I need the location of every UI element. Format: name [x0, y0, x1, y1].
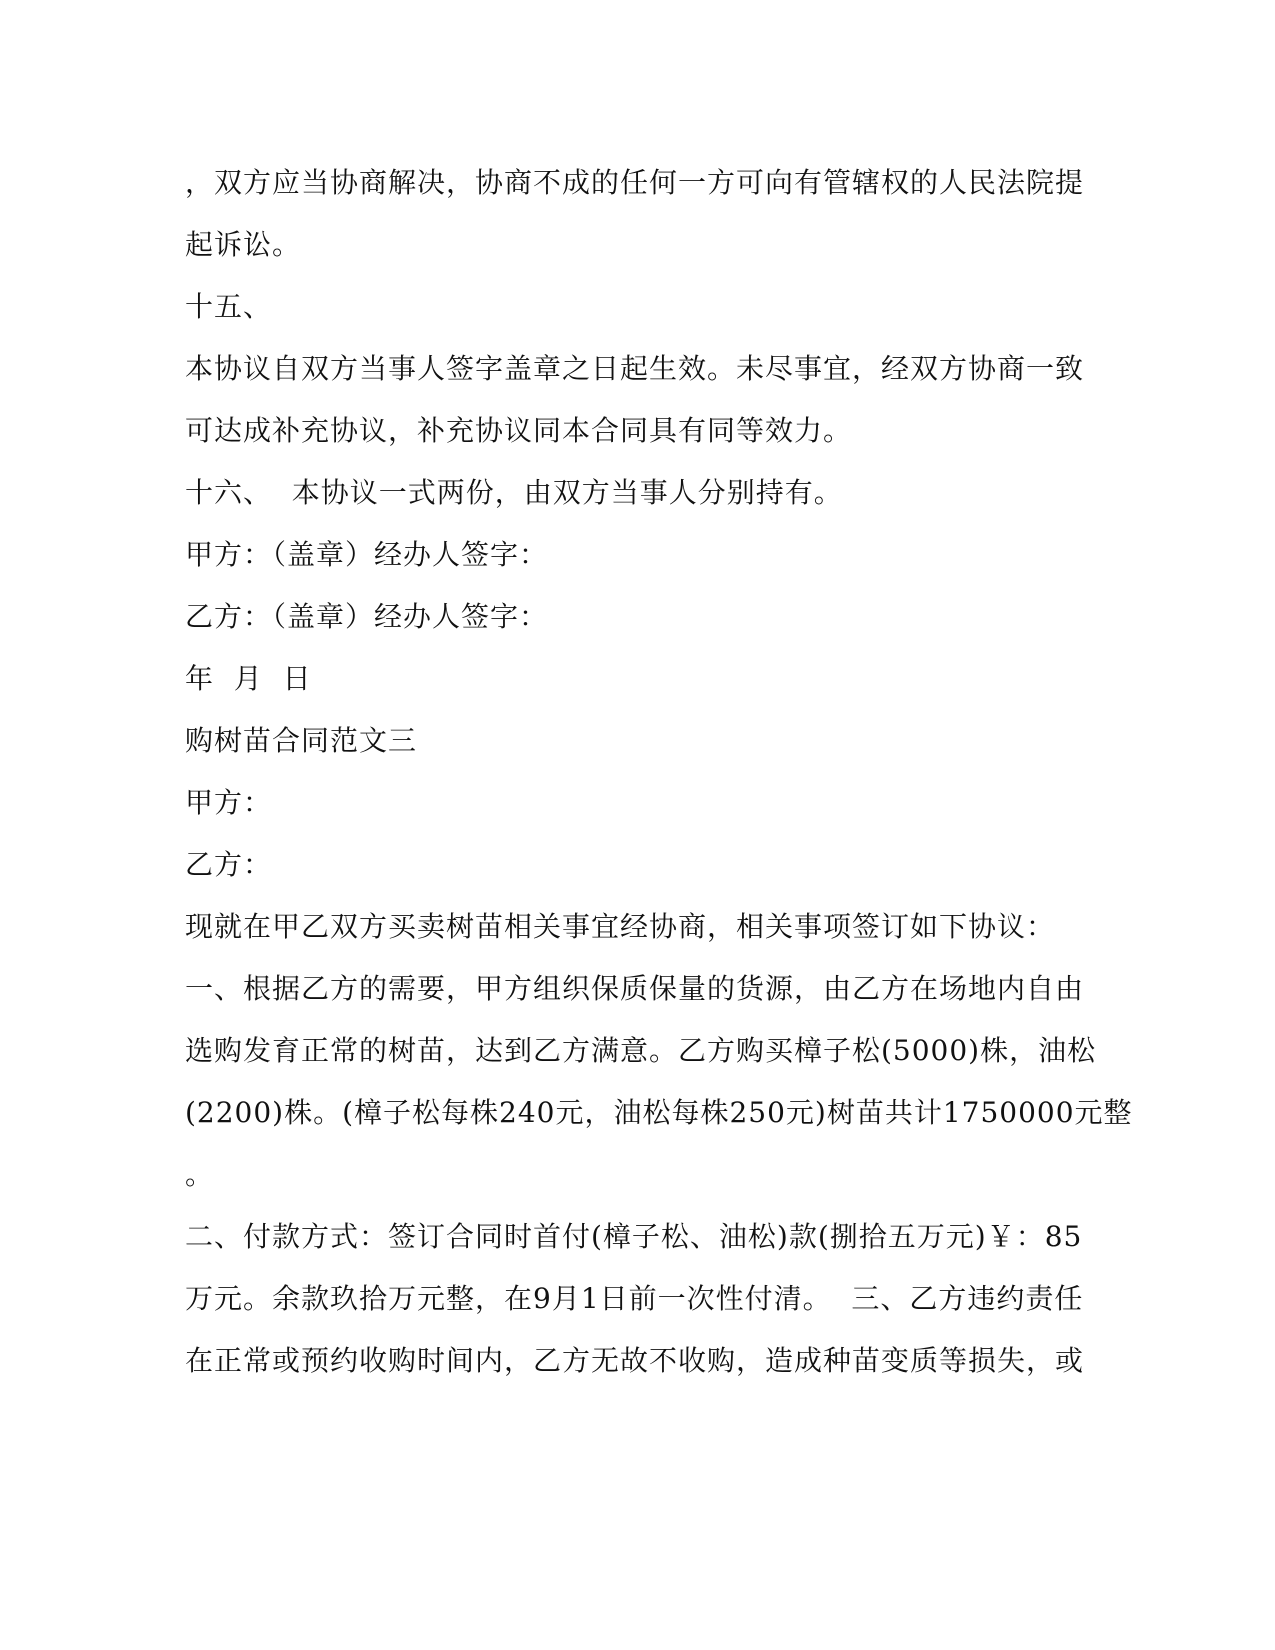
signature-line-party-a: 甲方：（盖章）经办人签字：: [185, 538, 549, 571]
text-line: 选购发育正常的树苗，达到乙方满意。乙方购买樟子松(5000)株，油松: [185, 1034, 1097, 1067]
text-line: (2200)株。(樟子松每株240元，油松每株250元)树苗共计1750000元整: [185, 1096, 1133, 1129]
text-line: 在正常或预约收购时间内，乙方无故不收购，造成种苗变质等损失，或: [185, 1344, 1085, 1377]
party-b-label: 乙方：: [185, 848, 273, 881]
section-title: 购树苗合同范文三: [185, 724, 418, 757]
date-line: 年 月 日: [185, 662, 312, 695]
text-line: 本协议自双方当事人签字盖章之日起生效。未尽事宜，经双方协商一致: [185, 352, 1085, 385]
text-line: ，双方应当协商解决，协商不成的任何一方可向有管辖权的人民法院提: [185, 166, 1085, 199]
signature-line-party-b: 乙方：（盖章）经办人签字：: [185, 600, 549, 633]
clause-heading: 十五、: [185, 290, 273, 323]
text-line: 可达成补充协议，补充协议同本合同具有同等效力。: [185, 414, 853, 447]
party-a-label: 甲方：: [185, 786, 273, 819]
clause-line: 十六、 本协议一式两份，由双方当事人分别持有。: [185, 476, 843, 509]
text-line: 万元。余款玖拾万元整，在9月1日前一次性付清。 三、乙方违约责任: [185, 1282, 1084, 1315]
text-line: 。: [185, 1158, 215, 1191]
text-line: 现就在甲乙双方买卖树苗相关事宜经协商，相关事项签订如下协议：: [185, 910, 1056, 943]
text-line: 一、根据乙方的需要，甲方组织保质保量的货源，由乙方在场地内自由: [185, 972, 1085, 1005]
text-line: 起诉讼。: [185, 228, 302, 261]
text-line: 二、付款方式：签订合同时首付(樟子松、油松)款(捌拾五万元)￥：85: [185, 1220, 1083, 1253]
